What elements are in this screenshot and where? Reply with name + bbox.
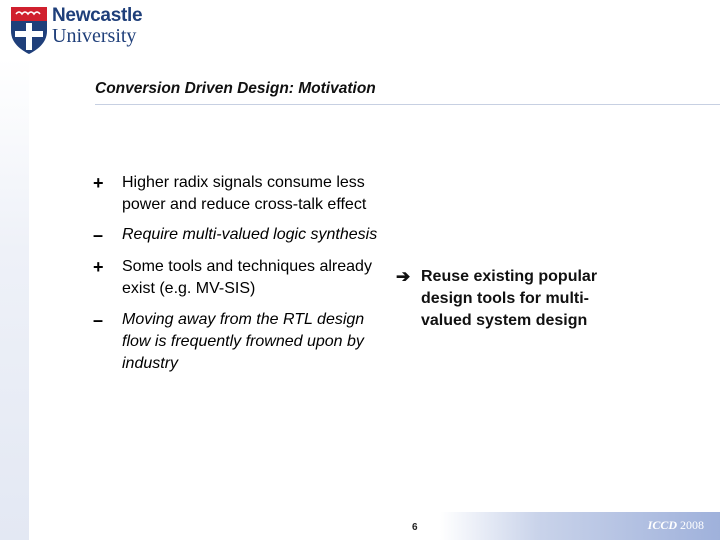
conclusion-callout [396, 266, 636, 332]
plus-icon: + [93, 173, 104, 193]
conference-name: ICCD [647, 518, 677, 532]
conference-year: 2008 [680, 518, 704, 532]
logo-wordmark-line2: University [52, 25, 137, 47]
bullet-item [93, 224, 383, 246]
plus-icon: + [93, 257, 104, 277]
bullet-text: Some tools and techniques already exist (e.g. MV-SIS) [122, 258, 372, 297]
page-number: 6 [412, 522, 418, 533]
slide-title: Conversion Driven Design: Motivation [95, 80, 376, 97]
logo-wordmark-line1: Newcastle [52, 5, 143, 26]
footer-conference-label [648, 518, 704, 533]
bullet-text: Moving away from the RTL design flow is frequently frowned upon by industry [122, 311, 365, 372]
right-arrow-icon: ➔ [396, 267, 411, 286]
university-crest-icon [9, 5, 49, 55]
bullet-item [93, 309, 383, 375]
bullet-item [93, 172, 383, 216]
title-divider [95, 104, 720, 105]
newcastle-university-logo [9, 5, 159, 57]
bullet-text: Require multi-valued logic synthesis [122, 226, 378, 243]
bullet-item [93, 256, 383, 300]
bullet-text: Higher radix signals consume less power and reduce cross-talk effect [122, 174, 367, 213]
minus-icon: – [93, 225, 104, 245]
bullet-list [93, 172, 383, 385]
left-gradient-band [0, 58, 29, 540]
conclusion-text: Reuse existing popular design tools for multi-valued system design [421, 268, 598, 329]
minus-icon: – [93, 310, 104, 330]
